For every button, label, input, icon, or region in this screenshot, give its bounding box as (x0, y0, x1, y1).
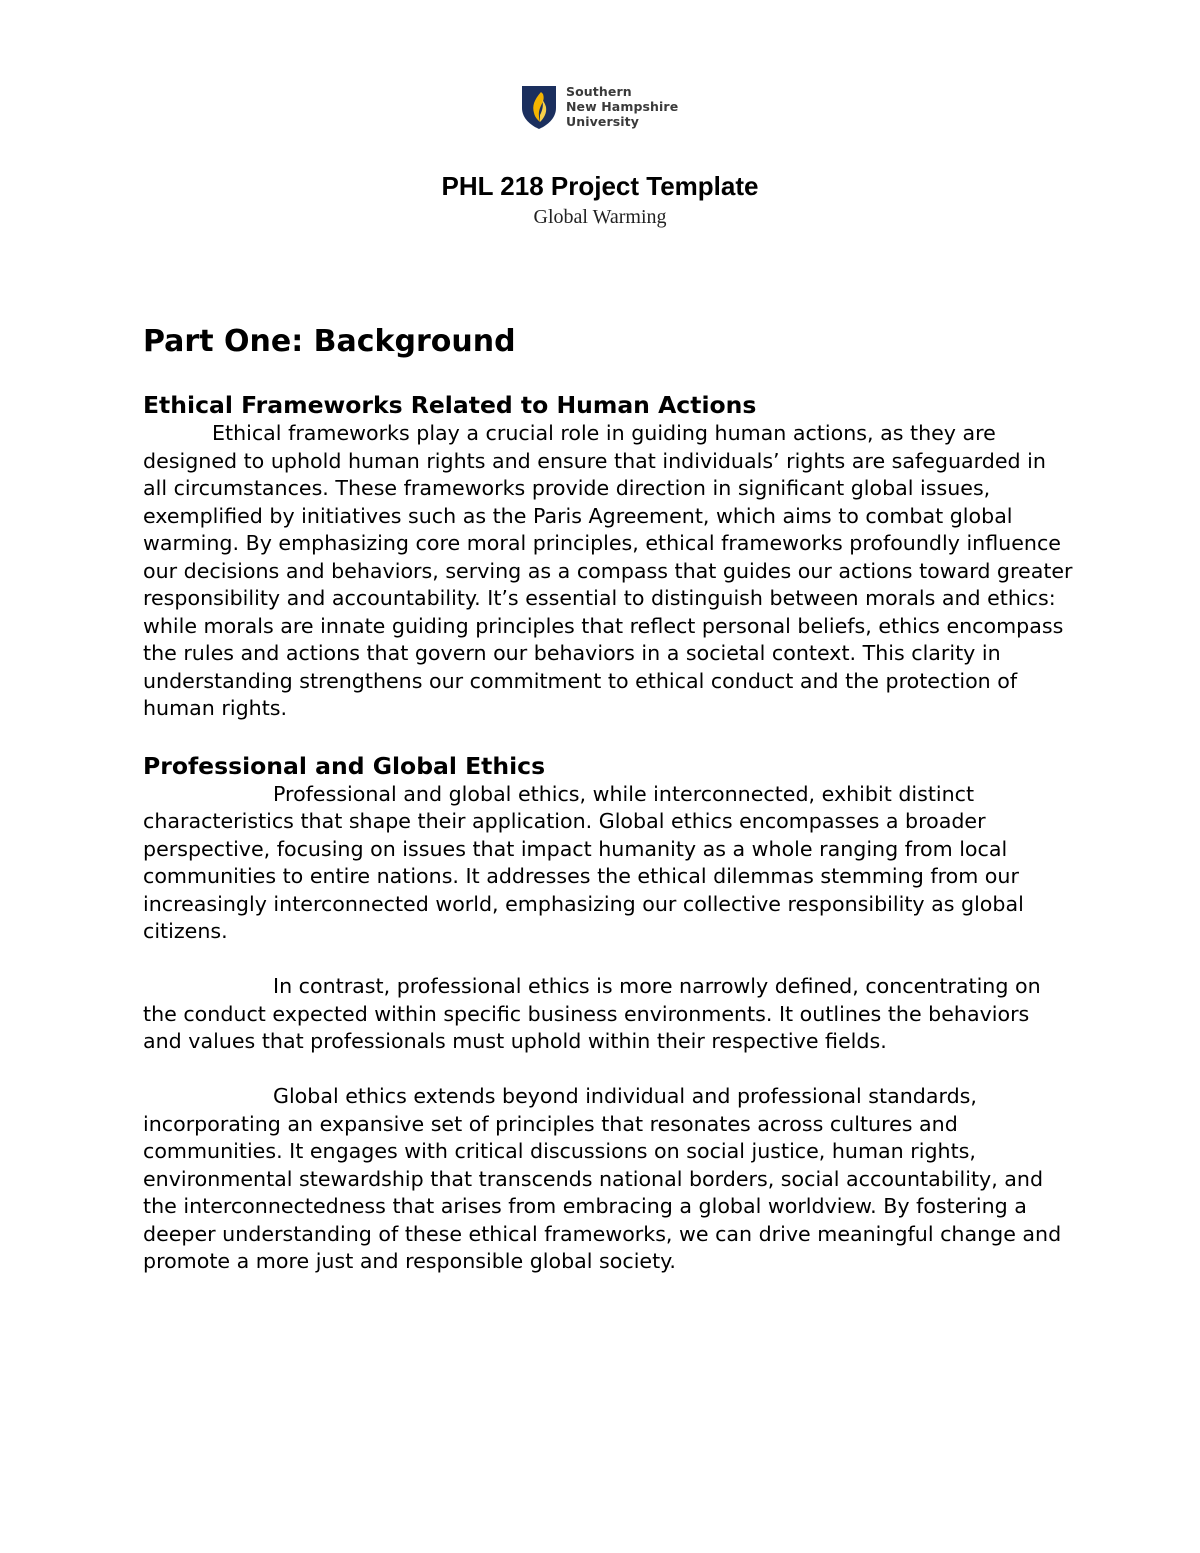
logo-wordmark (566, 84, 678, 129)
university-logo (520, 84, 700, 134)
document-title: PHL 218 Project Template (441, 171, 759, 201)
professional-global-ethics-paragraph-1: Professional and global ethics, while interconnected, exhibit distinct characteristics that shape their application. Global ethics encompasses a broader perspective, focusing on issues that impact humanity as a whole ranging from local communities to entire nations. It addresses the ethical dilemmas stemming from our increasingly interconnected world, emphasizing our collective responsibility as global citizens. (143, 781, 1024, 943)
logo-line-southern: Southern (566, 84, 632, 99)
logo-line-university: University (566, 114, 639, 129)
professional-global-ethics-heading: Professional and Global Ethics (143, 751, 546, 780)
professional-global-ethics-paragraph-2: In contrast, professional ethics is more narrowly defined, concentrating on the conduct expected within specific business environments. It outlines the behaviors and values that professionals must uphold within their respective fields. (143, 974, 1041, 1053)
ethical-frameworks-paragraph: Ethical frameworks play a crucial role in guiding human actions, as they are designed to uphold human rights and ensure that individuals’ rights are safeguarded in all circumstances. These frameworks provide direction in significant global issues, exemplified by initiatives such as the Paris Agreement, which aims to combat global warming. By emphasizing core moral principles, ethical frameworks profoundly influence our decisions and behaviors, serving as a compass that guides our actions toward greater responsibility and accountability. It’s essential to distinguish between morals and ethics: while morals are innate guiding principles that reflect personal beliefs, ethics encompass the rules and actions that govern our behaviors in a societal context. This clarity in understanding strengthens our commitment to ethical conduct and the protection of human rights. (143, 421, 1073, 720)
document-subtitle: Global Warming (533, 206, 667, 228)
part-one-heading: Part One: Background (143, 324, 516, 359)
professional-global-ethics-paragraph-3: Global ethics extends beyond individual and professional standards, incorporating an expansive set of principles that resonates across cultures and communities. It engages with critical discussions on social justice, human rights, environmental stewardship that transcends national borders, social accountability, and the interconnectedness that arises from embracing a global worldview. By fostering a deeper understanding of these ethical frameworks, we can drive meaningful change and promote a more just and responsible global society. (143, 1084, 1062, 1273)
shield-flame-icon (520, 84, 558, 130)
ethical-frameworks-heading: Ethical Frameworks Related to Human Actions (143, 391, 757, 419)
document-body (143, 322, 1073, 1276)
logo-line-new-hampshire: New Hampshire (566, 99, 679, 114)
